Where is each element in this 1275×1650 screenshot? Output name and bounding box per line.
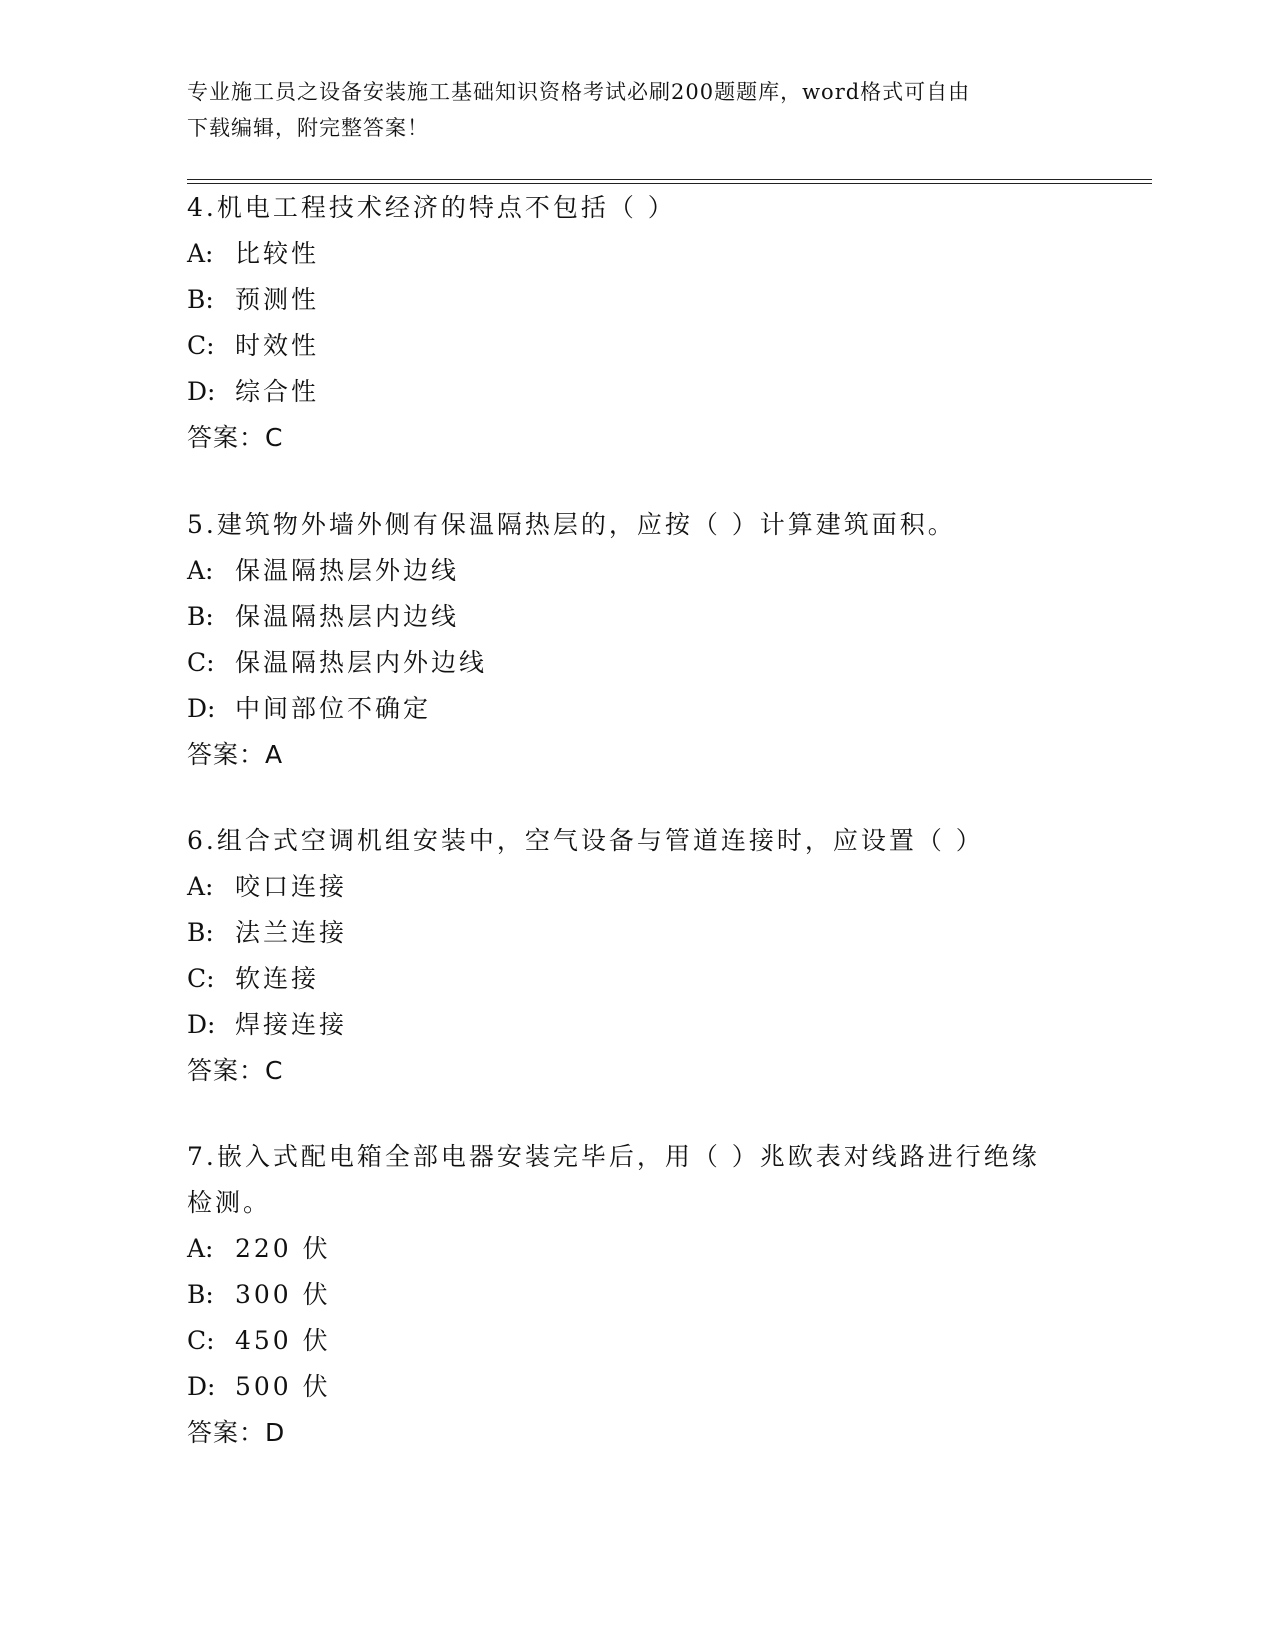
- question-5: [187, 502, 1087, 778]
- header-line-2: 下载编辑，附完整答案！: [187, 116, 429, 140]
- option-letter: D:: [187, 1372, 216, 1401]
- option-c: [187, 1318, 1087, 1364]
- option-text: 咬口连接: [235, 872, 348, 901]
- option-b: [187, 277, 1087, 323]
- option-a: [187, 1226, 1087, 1272]
- option-text: 保温隔热层外边线: [235, 556, 460, 585]
- answer-line: 答案：C: [187, 1056, 284, 1085]
- header-divider-bottom: [187, 183, 1152, 184]
- question-4: [187, 185, 1087, 461]
- option-text: 预测性: [235, 285, 320, 314]
- option-letter: A:: [187, 1234, 214, 1263]
- option-text: 保温隔热层内外边线: [235, 648, 488, 677]
- answer-line: 答案：D: [187, 1418, 286, 1447]
- option-text: 软连接: [235, 964, 320, 993]
- option-letter: B:: [187, 285, 214, 314]
- option-text: 220 伏: [235, 1234, 331, 1263]
- option-letter: B:: [187, 918, 214, 947]
- option-text: 焊接连接: [235, 1010, 348, 1039]
- question-stem-line-2: 检测。: [187, 1188, 272, 1217]
- option-text: 综合性: [235, 377, 320, 406]
- answer-line: 答案：A: [187, 740, 284, 769]
- option-text: 比较性: [235, 239, 320, 268]
- question-stem-line-1: 7.嵌入式配电箱全部电器安装完毕后，用（ ）兆欧表对线路进行绝缘: [187, 1142, 1040, 1171]
- option-letter: C:: [187, 1326, 215, 1355]
- header-divider-top: [187, 179, 1152, 180]
- option-a: [187, 231, 1087, 277]
- option-letter: D:: [187, 694, 216, 723]
- question-stem: 6.组合式空调机组安装中，空气设备与管道连接时，应设置（ ）: [187, 826, 984, 855]
- option-letter: C:: [187, 964, 215, 993]
- option-letter: A:: [187, 556, 214, 585]
- question-stem: 4.机电工程技术经济的特点不包括（ ）: [187, 193, 676, 222]
- option-letter: A:: [187, 872, 214, 901]
- option-letter: C:: [187, 331, 215, 360]
- option-c: [187, 323, 1087, 369]
- option-text: 中间部位不确定: [235, 694, 432, 723]
- option-text: 450 伏: [235, 1326, 331, 1355]
- option-text: 法兰连接: [235, 918, 348, 947]
- option-letter: C:: [187, 648, 215, 677]
- question-stem: 5.建筑物外墙外侧有保温隔热层的，应按（ ）计算建筑面积。: [187, 510, 956, 539]
- option-c: [187, 640, 1087, 686]
- question-6: [187, 818, 1087, 1094]
- option-d: [187, 686, 1087, 732]
- option-letter: D:: [187, 1010, 216, 1039]
- option-b: [187, 1272, 1087, 1318]
- option-b: [187, 910, 1087, 956]
- option-letter: D:: [187, 377, 216, 406]
- option-letter: B:: [187, 602, 214, 631]
- question-7: [187, 1134, 1087, 1456]
- header-line-1: 专业施工员之设备安装施工基础知识资格考试必刷200题题库，word格式可自由: [187, 80, 971, 104]
- option-d: [187, 369, 1087, 415]
- option-text: 保温隔热层内边线: [235, 602, 460, 631]
- answer-line: 答案：C: [187, 423, 284, 452]
- option-c: [187, 956, 1087, 1002]
- option-a: [187, 864, 1087, 910]
- document-header: [187, 74, 1087, 146]
- option-b: [187, 594, 1087, 640]
- option-d: [187, 1364, 1087, 1410]
- option-text: 500 伏: [235, 1372, 331, 1401]
- option-text: 300 伏: [235, 1280, 331, 1309]
- option-a: [187, 548, 1087, 594]
- option-letter: A:: [187, 239, 214, 268]
- option-d: [187, 1002, 1087, 1048]
- option-text: 时效性: [235, 331, 320, 360]
- option-letter: B:: [187, 1280, 214, 1309]
